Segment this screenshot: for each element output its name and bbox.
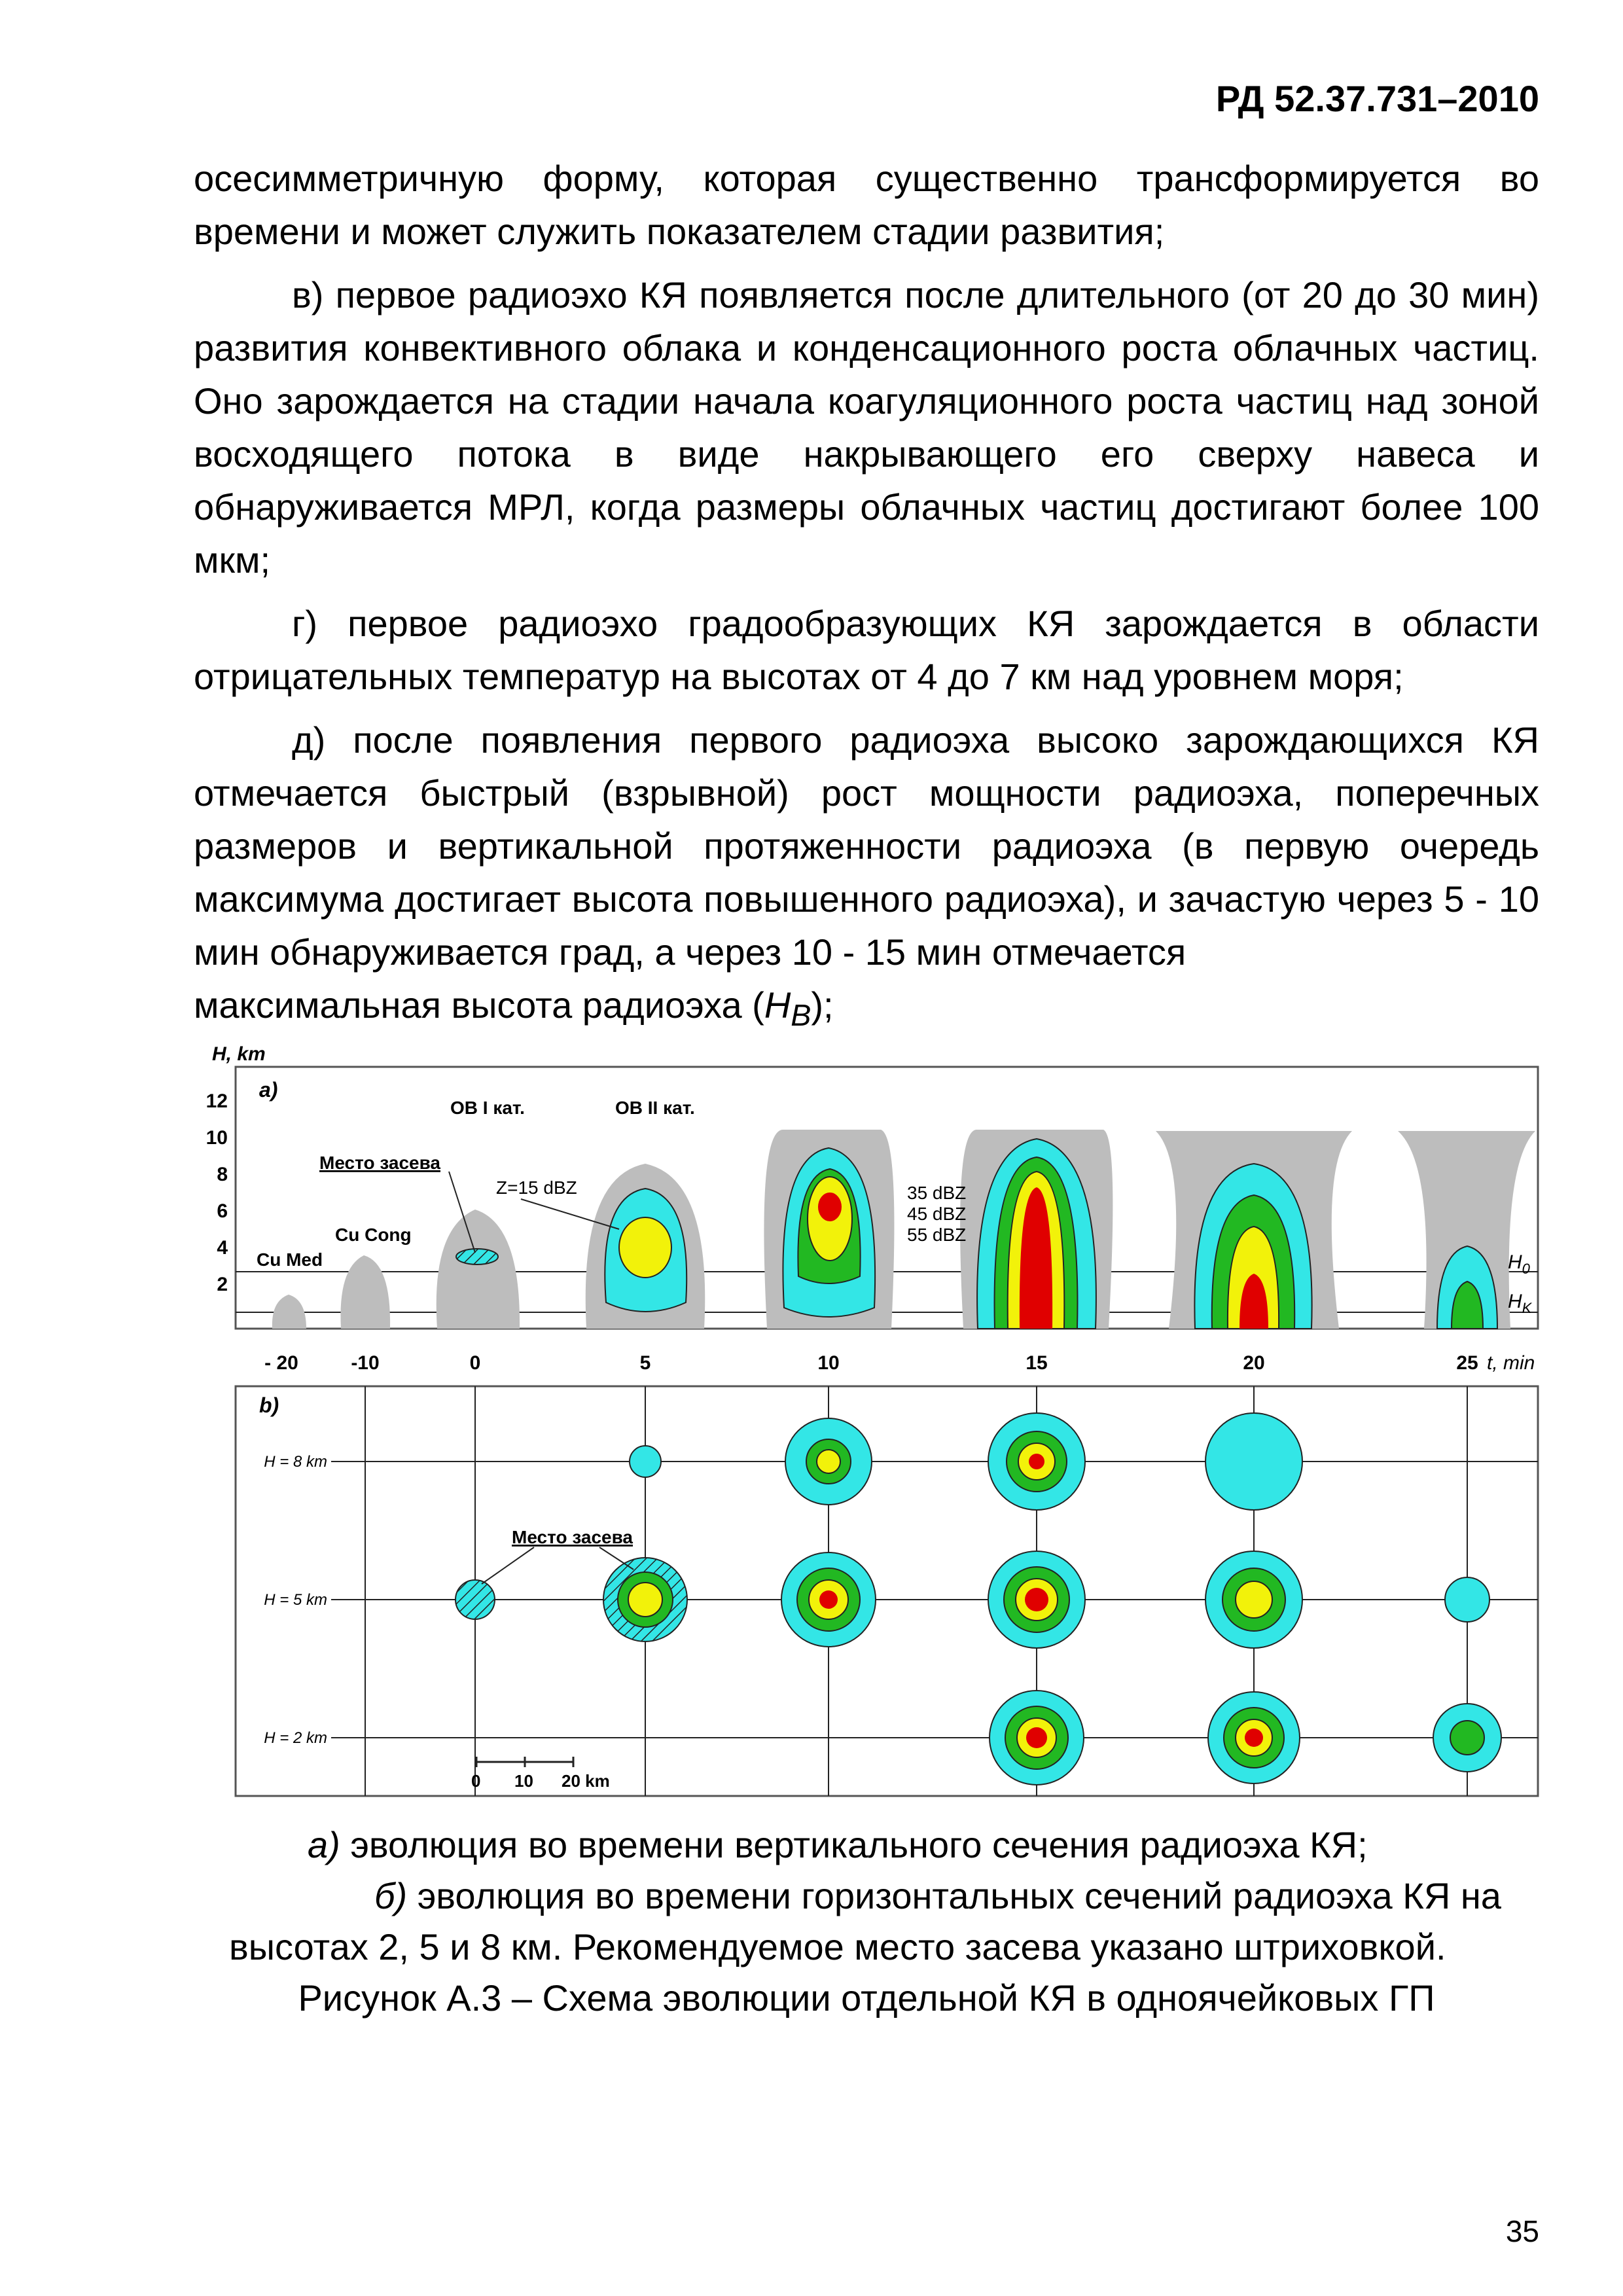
x-ticks xyxy=(264,1352,1478,1374)
figure-captions xyxy=(194,1820,1539,2024)
y-tick-6: 6 xyxy=(217,1200,228,1222)
y-tick-10: 10 xyxy=(205,1127,228,1149)
cloud-ov1 xyxy=(437,1098,525,1329)
paragraph-item-d: д) после появления первого радиоэха высоко зарождающихся КЯ отмечается быстрый (взрывной) рост мощности радиоэха, поперечных размеров и вертикальной протяженности радиоэха (в первую очередь максимума достигает высота повышенного радиоэха), и зачастую через 5 - 10 мин обнаруживается град, а через 10 - 15 мин отмечается xyxy=(194,719,1539,973)
x-tick-15: 15 xyxy=(1026,1352,1048,1374)
cloud-ov2 xyxy=(586,1098,705,1329)
dbz-45: 45 dBZ xyxy=(907,1204,967,1224)
paragraph-item-v: в) первое радиоэхо КЯ появляется после длительного (от 20 до 30 мин) развития конвективного облака и конденсационного роста облачных частиц. Оно зарождается на стадии начала коагуляционного роста частиц над зоной восходящего потока в виде накрывающего его сверху навеса и обнаруживается МРЛ, когда размеры облачных частиц достигают более 100 мкм; xyxy=(194,274,1539,581)
y-axis-label: H, km xyxy=(212,1043,266,1065)
x-tick-10: 10 xyxy=(817,1352,840,1374)
height-2km: H = 2 km xyxy=(264,1729,327,1747)
paragraph-1: осесимметричную форму, которая существенно трансформируется во времени и может служить показателем стадии развития; xyxy=(194,158,1539,252)
grid-horizontals xyxy=(331,1462,1538,1738)
y-ticks xyxy=(206,1090,228,1295)
document-code: РД 52.37.731–2010 xyxy=(1215,78,1539,119)
x-unit-label: t, min xyxy=(1487,1352,1535,1374)
caption-b-text: эволюция во времени горизонтальных сечений радиоэха КЯ на высотах 2, 5 и 8 км. Рекомендуемое место засева указано штриховкой. xyxy=(229,1875,1501,1967)
cu-cong-label: Cu Cong xyxy=(335,1225,412,1245)
seed-leader-b1 xyxy=(482,1547,534,1584)
caption-a-lead: а) xyxy=(308,1824,340,1865)
caption-a xyxy=(194,1820,1539,1871)
hb-sub: B xyxy=(791,998,812,1033)
panel-b-label: b) xyxy=(259,1393,279,1417)
x-tick-5: 5 xyxy=(639,1352,651,1374)
ov1-label: ОВ I кат. xyxy=(450,1098,525,1118)
scale-10: 10 xyxy=(514,1771,533,1791)
panel-b xyxy=(236,1386,1538,1796)
x-tick-m20: - 20 xyxy=(264,1352,298,1374)
last-line-text: максимальная высота радиоэха ( xyxy=(194,984,764,1026)
x-tick-0: 0 xyxy=(469,1352,481,1374)
caption-b-lead: б) xyxy=(374,1875,408,1916)
seed-label-b: Место засева xyxy=(512,1527,633,1547)
cloud-t10 xyxy=(764,1130,894,1329)
cloud-t15 xyxy=(960,1130,1113,1329)
scale-bar xyxy=(471,1757,610,1791)
x-tick-20: 20 xyxy=(1243,1352,1265,1374)
body-text xyxy=(194,152,1539,1042)
cloud-cu-med xyxy=(257,1249,323,1329)
cu-med-label: Cu Med xyxy=(257,1249,323,1270)
hb-var: H xyxy=(764,984,791,1026)
storm-evolution-figure xyxy=(194,1033,1542,1805)
x-tick-m10: -10 xyxy=(351,1352,380,1374)
y-tick-8: 8 xyxy=(217,1164,228,1185)
last-line-end: ); xyxy=(811,984,834,1026)
hk-label: $H_K$ xyxy=(1508,1291,1532,1316)
y-tick-4: 4 xyxy=(217,1237,228,1259)
figure-title: Рисунок А.3 – Схема эволюции отдельной КЯ в одноячейковых ГП xyxy=(298,1977,1435,2018)
y-tick-2: 2 xyxy=(217,1274,228,1295)
panel-a xyxy=(206,1043,1538,1374)
caption-a-text: эволюция во времени вертикального сечения радиоэха КЯ; xyxy=(340,1824,1368,1865)
h0-label: $H_0$ xyxy=(1508,1251,1530,1277)
cloud-cu-cong xyxy=(335,1225,412,1329)
seed-leader-b2 xyxy=(599,1547,633,1570)
scale-0: 0 xyxy=(471,1771,481,1791)
dbz-labels xyxy=(907,1183,966,1245)
dbz-35: 35 dBZ xyxy=(907,1183,967,1203)
panel-a-label: a) xyxy=(259,1078,278,1102)
height-8km: H = 8 km xyxy=(264,1453,327,1471)
page-number: 35 xyxy=(1505,2214,1539,2248)
scale-20: 20 km xyxy=(562,1771,610,1791)
height-labels xyxy=(264,1453,327,1747)
paragraph-item-g: г) первое радиоэхо градообразующих КЯ зарождается в области отрицательных температур на высотах от 4 до 7 км над уровнем моря; xyxy=(194,603,1539,697)
cloud-t20 xyxy=(1156,1131,1352,1329)
y-tick-12: 12 xyxy=(205,1090,228,1112)
x-tick-25: 25 xyxy=(1456,1352,1478,1374)
ov2-label: ОВ II кат. xyxy=(615,1098,695,1118)
z15-label: Z=15 dBZ xyxy=(496,1177,577,1198)
height-5km: H = 5 km xyxy=(264,1591,327,1609)
seed-label-a: Место засева xyxy=(319,1153,441,1173)
caption-b xyxy=(194,1871,1539,1973)
dbz-55: 55 dBZ xyxy=(907,1225,967,1245)
